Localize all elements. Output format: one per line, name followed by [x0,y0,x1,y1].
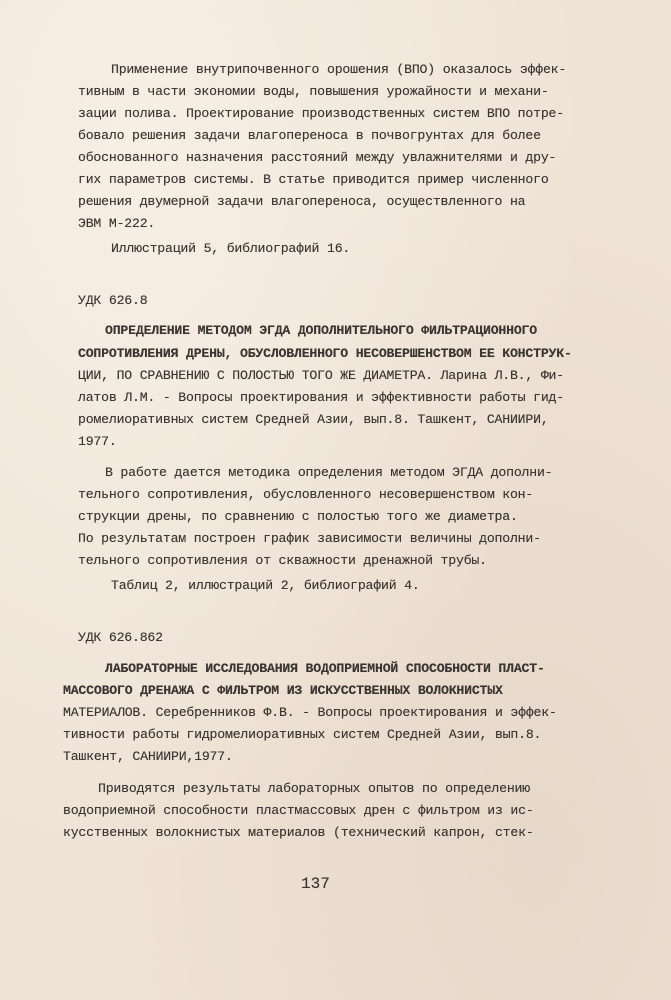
abstract-1-line-4: бовало решения задачи влагопереноса в почвогрунтах для более [78,128,541,143]
entry-2-abstract-line-2: тельного сопротивления, обусловленного несовершенством кон- [78,487,534,502]
abstract-1-footer: Иллюстраций 5, библиографий 16. [111,241,351,256]
entry-3-title-line-2: МАССОВОГО ДРЕНАЖА С ФИЛЬТРОМ ИЗ ИСКУССТВЕННЫХ ВОЛОКНИСТЫХ [63,683,503,698]
entry-3-abstract-line-1: Приводятся результаты лабораторных опытов по определению [98,781,530,796]
entry-3-udk: УДК 626.862 [78,630,163,645]
entry-2-title-line-4: латов Л.М. - Вопросы проектирования и эффективности работы гид- [78,390,564,405]
abstract-1-line-3: зации полива. Проектирование производственных систем ВПО потре- [78,106,564,121]
entry-3-abstract-line-2: водоприемной способности пластмассовых дрен с фильтром из ис- [63,803,534,818]
abstract-1-line-5: обоснованного назначения расстояний между увлажнителями и дру- [78,150,557,165]
entry-2-abstract-line-5: тельного сопротивления от скважности дренажной трубы. [78,553,487,568]
entry-2-udk: УДК 626.8 [78,293,148,308]
abstract-1-line-7: решения двумерной задачи влагопереноса, осуществленного на [78,194,526,209]
entry-2-title-line-6: 1977. [78,434,117,449]
entry-2-title-line-5: ромелиоративных систем Средней Азии, вып.8. Ташкент, САНИИРИ, [78,412,549,427]
entry-3-title-line-4: тивности работы гидромелиоративных систем Средней Азии, вып.8. [63,727,542,742]
entry-2-abstract-line-1: В работе дается методика определения методом ЭГДА дополни- [105,465,553,480]
entry-3-title-line-1: ЛАБОРАТОРНЫЕ ИССЛЕДОВАНИЯ ВОДОПРИЕМНОЙ СПОСОБНОСТИ ПЛАСТ- [105,661,545,676]
page-number: 137 [301,875,330,893]
entry-3-abstract-line-3: кусственных волокнистых материалов (технический капрон, стек- [63,825,534,840]
entry-2-footer: Таблиц 2, иллюстраций 2, библиографий 4. [111,578,420,593]
entry-2-title-line-2: СОПРОТИВЛЕНИЯ ДРЕНЫ, ОБУСЛОВЛЕННОГО НЕСОВЕРШЕНСТВОМ ЕЕ КОНСТРУК- [78,346,572,361]
entry-2-abstract-line-4: По результатам построен график зависимости величины дополни- [78,531,541,546]
entry-3-title-line-3: МАТЕРИАЛОВ. Серебренников Ф.В. - Вопросы проектирования и эффек- [63,705,557,720]
entry-2-title-line-3: ЦИИ, ПО СРАВНЕНИЮ С ПОЛОСТЬЮ ТОГО ЖЕ ДИАМЕТРА. Ларина Л.В., Фи- [78,368,564,383]
abstract-1-line-2: тивным в части экономии воды, повышения урожайности и механи- [78,84,549,99]
entry-2-title-line-1: ОПРЕДЕЛЕНИЕ МЕТОДОМ ЭГДА ДОПОЛНИТЕЛЬНОГО ФИЛЬТРАЦИОННОГО [105,323,537,338]
abstract-1-line-1: Применение внутрипочвенного орошения (ВПО) оказалось эффек- [111,62,567,77]
entry-3-title-line-5: Ташкент, САНИИРИ,1977. [63,749,233,764]
abstract-1-line-8: ЭВМ М-222. [78,216,156,231]
entry-2-abstract-line-3: струкции дрены, по сравнению с полостью того же диаметра. [78,509,518,524]
abstract-1-line-6: гих параметров системы. В статье приводится пример численного [78,172,549,187]
